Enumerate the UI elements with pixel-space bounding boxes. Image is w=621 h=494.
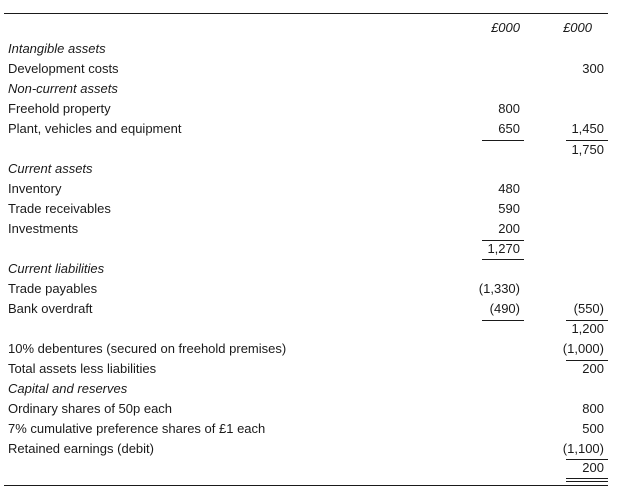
statement-row	[0, 359, 621, 379]
row-label: Investments	[8, 221, 79, 236]
amount-col1: 650	[498, 121, 520, 136]
row-label: Freehold property	[8, 101, 111, 116]
amount-col1: (1,330)	[478, 281, 520, 296]
amount-col2: (1,100)	[562, 441, 604, 456]
section-heading-non-current-assets: Non-current assets	[8, 81, 118, 96]
amount-col2: 1,200	[571, 321, 604, 336]
amount-col2: (1,000)	[562, 341, 604, 356]
statement-row	[0, 299, 621, 319]
statement-row	[0, 379, 621, 399]
statement-row	[0, 319, 621, 339]
amount-col1: 590	[498, 201, 520, 216]
row-label: Total assets less liabilities	[8, 361, 157, 376]
row-label: Trade receivables	[8, 201, 111, 216]
amount-col1: 200	[498, 221, 520, 236]
statement-row	[0, 259, 621, 279]
amount-col1: 800	[498, 101, 520, 116]
amount-col2: 300	[582, 61, 604, 76]
amount-col2: 1,750	[571, 142, 604, 157]
statement-row	[0, 279, 621, 299]
total-double-rule	[566, 481, 608, 482]
row-label: 7% cumulative preference shares of £1 each	[8, 421, 266, 436]
column-header-1: £000	[491, 20, 520, 35]
statement-row	[0, 39, 621, 59]
section-heading-current-assets: Current assets	[8, 161, 93, 176]
column-header-2: £000	[563, 20, 592, 35]
statement-row	[0, 159, 621, 179]
statement-row	[0, 199, 621, 219]
row-label: Bank overdraft	[8, 301, 93, 316]
section-heading-intangible-assets: Intangible assets	[8, 41, 106, 56]
row-label: Retained earnings (debit)	[8, 441, 154, 456]
bottom-rule	[4, 485, 608, 486]
statement-row	[0, 79, 621, 99]
section-heading-capital-and-reserves: Capital and reserves	[8, 381, 128, 396]
row-label: Plant, vehicles and equipment	[8, 121, 182, 136]
row-label: Ordinary shares of 50p each	[8, 401, 173, 416]
section-heading-current-liabilities: Current liabilities	[8, 261, 105, 276]
statement-row	[0, 179, 621, 199]
amount-col2: (550)	[573, 301, 604, 316]
total-double-rule	[566, 478, 608, 479]
row-label: 10% debentures (secured on freehold premises)	[8, 341, 287, 356]
statement-row	[0, 140, 621, 160]
amount-col1: 1,270	[487, 241, 520, 256]
amount-col2: 1,450	[571, 121, 604, 136]
statement-row	[0, 219, 621, 239]
amount-col1: (490)	[489, 301, 520, 316]
statement-row	[0, 239, 621, 259]
statement-row	[0, 119, 621, 139]
statement-row	[0, 99, 621, 119]
statement-row	[0, 458, 621, 478]
row-label: Development costs	[8, 61, 119, 76]
statement-row	[0, 399, 621, 419]
statement-row	[0, 339, 621, 359]
top-rule	[4, 13, 608, 14]
row-label: Trade payables	[8, 281, 98, 296]
amount-col2: 800	[582, 401, 604, 416]
amount-col2: 200	[582, 361, 604, 376]
amount-col2: 200	[582, 460, 604, 475]
row-label: Inventory	[8, 181, 62, 196]
statement-row	[0, 419, 621, 439]
amount-col1: 480	[498, 181, 520, 196]
statement-row	[0, 59, 621, 79]
amount-col2: 500	[582, 421, 604, 436]
statement-row	[0, 439, 621, 459]
